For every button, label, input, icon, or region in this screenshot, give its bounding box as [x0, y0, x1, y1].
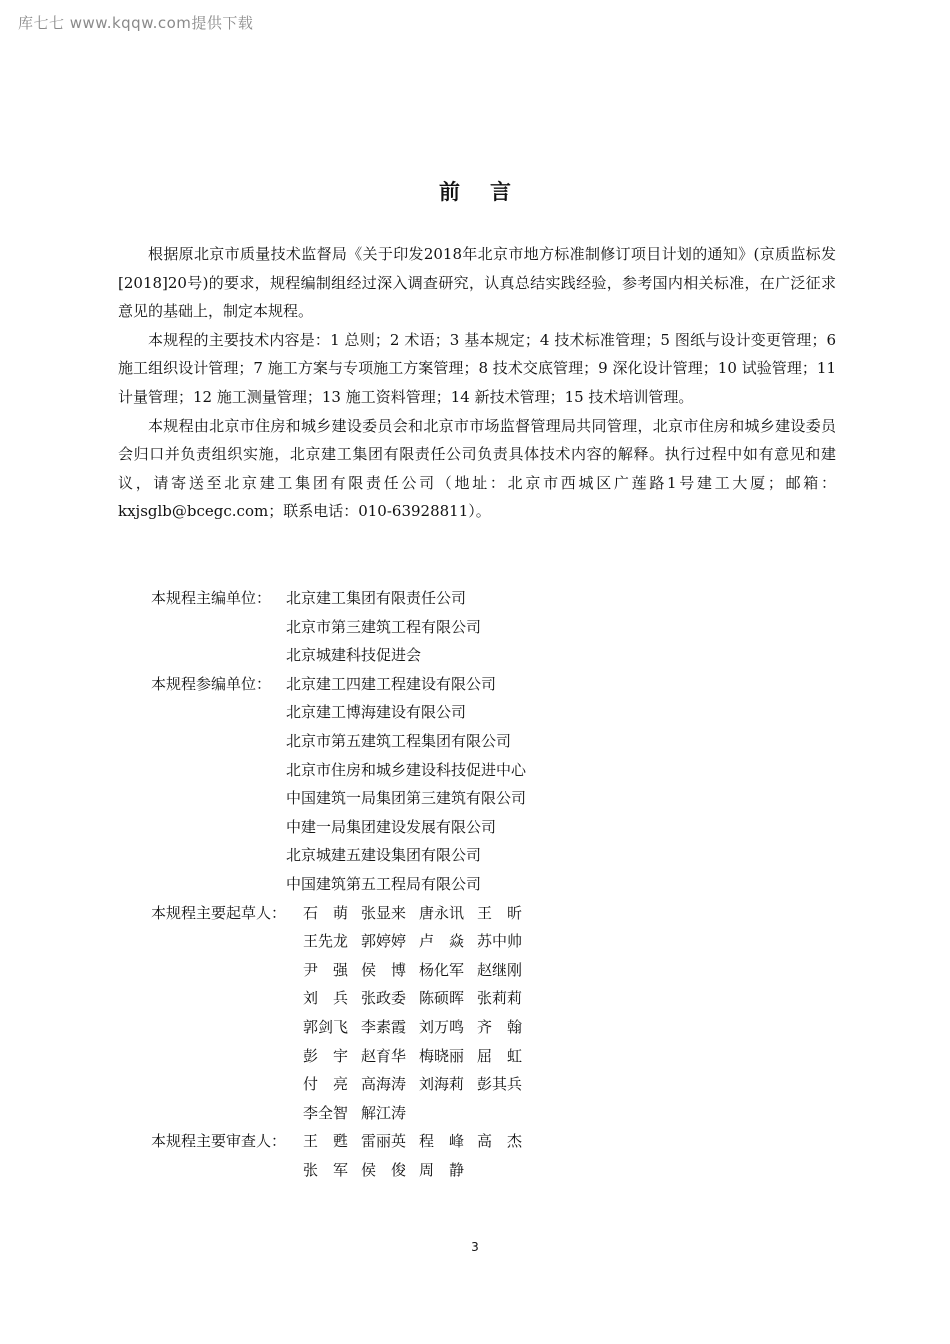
chief-unit: 北京建工集团有限责任公司 — [286, 589, 467, 607]
reviewer-name: 王 甦 — [303, 1132, 349, 1151]
chief-unit-row — [151, 584, 535, 613]
drafters-row — [151, 1070, 535, 1099]
drafter-name: 屈 虹 — [477, 1046, 523, 1065]
participating-unit-row — [151, 698, 535, 727]
drafter-name: 张莉莉 — [477, 989, 523, 1008]
drafter-name: 彭 宇 — [303, 1046, 349, 1065]
drafter-name: 付 亮 — [303, 1075, 349, 1094]
participating-unit: 中国建筑一局集团第三建筑有限公司 — [286, 789, 527, 808]
chief-units-label: 本规程主编单位： — [151, 589, 272, 607]
paragraph-1: 根据原北京市质量技术监督局《关于印发2018年北京市地方标准制修订项目计划的通知》(京质监标发[2018]20号)的要求，规程编制组经过深入调查研究，认真总结实践经验，参考国内相关标准，在广泛征求意见的基础上，制定本规程。 — [118, 245, 836, 321]
participating-unit-row — [151, 727, 535, 756]
drafter-name: 王先龙 — [303, 932, 349, 951]
participating-unit-row — [151, 670, 535, 699]
title-char-1: 前 — [439, 180, 460, 204]
participating-unit: 北京建工四建工程建设有限公司 — [286, 674, 497, 693]
participating-unit: 北京市第五建筑工程集团有限公司 — [286, 731, 512, 750]
participating-unit: 北京城建五建设集团有限公司 — [286, 846, 482, 865]
drafter-name: 李全智 — [303, 1103, 349, 1122]
drafter-name: 卢 焱 — [419, 932, 465, 951]
chief-unit-row — [151, 641, 535, 670]
reviewer-name: 张 军 — [303, 1160, 349, 1179]
drafter-name: 侯 博 — [361, 960, 407, 979]
credits-section — [151, 584, 535, 1184]
drafter-name: 解江涛 — [361, 1103, 407, 1122]
drafter-name: 郭剑飞 — [303, 1017, 349, 1036]
drafter-name: 张显来 — [361, 903, 407, 922]
drafters-row — [151, 927, 535, 956]
drafters-row — [151, 956, 535, 985]
participating-unit-row — [151, 813, 535, 842]
drafter-name: 高海涛 — [361, 1075, 407, 1094]
reviewers-row — [151, 1127, 535, 1156]
drafter-name: 李素霞 — [361, 1017, 407, 1036]
reviewers-row — [151, 1156, 535, 1185]
reviewer-name: 周 静 — [419, 1160, 465, 1179]
drafters-row — [151, 984, 535, 1013]
drafters-row — [151, 899, 535, 928]
reviewer-name: 侯 俊 — [361, 1160, 407, 1179]
drafter-name: 石 萌 — [303, 903, 349, 922]
paragraph-2: 本规程的主要技术内容是：1 总则；2 术语；3 基本规定；4 技术标准管理；5 图纸与设计变更管理；6 施工组织设计管理；7 施工方案与专项施工方案管理；8 技术交底管理；9 深化设计管理；10 试验管理；11 计量管理；12 施工测量管理；13 施工资料管理；14 新技术管理；15 技术培训管理。 — [118, 330, 836, 406]
drafters-row — [151, 1042, 535, 1071]
chief-unit-row — [151, 613, 535, 642]
drafter-name: 唐永讯 — [419, 903, 465, 922]
participating-unit-row — [151, 784, 535, 813]
reviewer-name: 程 峰 — [419, 1132, 465, 1151]
preface-body — [118, 240, 836, 526]
drafter-name: 王 昕 — [477, 903, 523, 922]
drafter-name: 刘海莉 — [419, 1075, 465, 1094]
participating-unit: 中建一局集团建设发展有限公司 — [286, 817, 497, 836]
reviewer-name: 高 杰 — [477, 1132, 523, 1151]
participating-unit: 北京建工博海建设有限公司 — [286, 703, 467, 722]
drafters-row — [151, 1013, 535, 1042]
drafter-name: 齐 翰 — [477, 1017, 523, 1036]
reviewers-label: 本规程主要审查人： — [151, 1132, 287, 1151]
chief-unit: 北京市第三建筑工程有限公司 — [286, 617, 482, 636]
title-char-2: 言 — [490, 180, 511, 204]
drafters-row — [151, 1099, 535, 1128]
page-number: 3 — [471, 1240, 479, 1254]
reviewer-name: 雷丽英 — [361, 1132, 407, 1151]
drafter-name: 杨化军 — [419, 960, 465, 979]
watermark-text: 库七七 www.kqqw.com提供下载 — [18, 14, 254, 32]
drafter-name: 刘 兵 — [303, 989, 349, 1008]
drafter-name: 苏中帅 — [477, 932, 523, 951]
paragraph-3: 本规程由北京市住房和城乡建设委员会和北京市市场监督管理局共同管理，北京市住房和城乡建设委员会归口并负责组织实施，北京建工集团有限责任公司负责具体技术内容的解释。执行过程中如有意见和建议，请寄送至北京建工集团有限责任公司（地址：北京市西城区广莲路1号建工大厦；邮箱：kxjsglb@bcegc.com；联系电话：010-63928811）。 — [118, 416, 836, 521]
participating-unit: 中国建筑第五工程局有限公司 — [286, 874, 482, 893]
drafter-name: 张政委 — [361, 989, 407, 1008]
drafter-name: 彭其兵 — [477, 1075, 523, 1094]
chief-unit: 北京城建科技促进会 — [286, 646, 422, 665]
drafters-label: 本规程主要起草人： — [151, 903, 287, 922]
drafter-name: 梅晓丽 — [419, 1046, 465, 1065]
participating-units-label: 本规程参编单位： — [151, 674, 272, 693]
drafter-name: 赵继刚 — [477, 960, 523, 979]
participating-unit-row — [151, 841, 535, 870]
participating-unit-row — [151, 756, 535, 785]
drafter-name: 尹 强 — [303, 960, 349, 979]
participating-unit: 北京市住房和城乡建设科技促进中心 — [286, 760, 527, 779]
drafter-name: 刘万鸣 — [419, 1017, 465, 1036]
drafter-name: 郭婷婷 — [361, 932, 407, 951]
participating-unit-row — [151, 870, 535, 899]
drafter-name: 赵育华 — [361, 1046, 407, 1065]
page-title — [0, 176, 950, 206]
drafter-name: 陈硕晖 — [419, 989, 465, 1008]
